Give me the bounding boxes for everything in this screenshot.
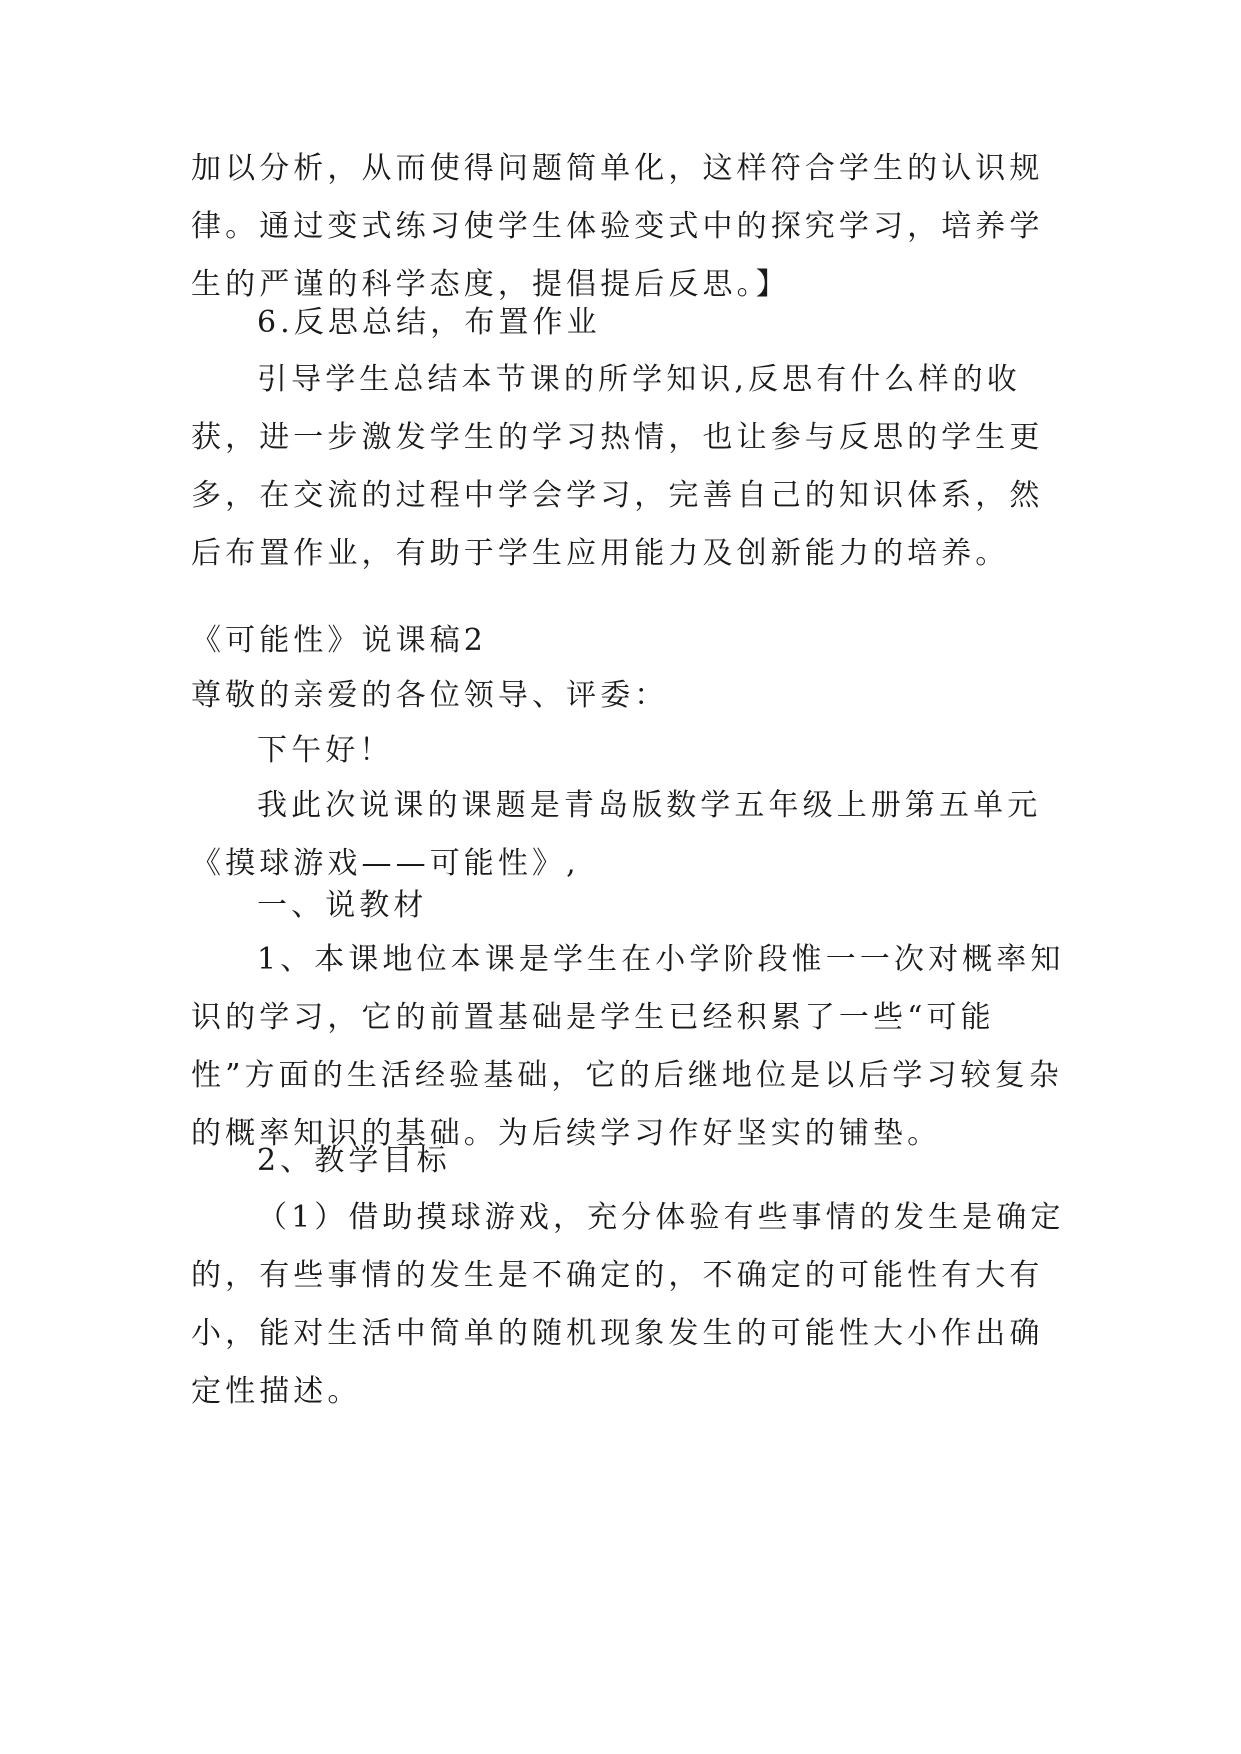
salutation: 尊敬的亲爱的各位领导、评委： (191, 678, 669, 713)
section-title: 《可能性》说课稿2 (191, 623, 487, 658)
paragraph-goal-1: （1）借助摸球游戏，充分体验有些事情的发生是确定的，有些事情的发生是不确定的，不确定的可能性有大有小，能对生活中简单的随机现象发生的可能性大小作出确定性描述。 (191, 1200, 1065, 1409)
paragraph-lesson-topic: 我此次说课的课题是青岛版数学五年级上册第五单元《摸球游戏——可能性》, (191, 788, 1042, 881)
paragraph-analysis-conclusion: 加以分析，从而使得问题简单化，这样符合学生的认识规律。通过变式练习使学生体验变式中的探究学习，培养学生的严谨的科学态度，提倡提后反思。】 (191, 151, 1044, 302)
paragraph-guide-students: 引导学生总结本节课的所学知识,反思有什么样的收获，进一步激发学生的学习热情，也让参与反思的学生更多，在交流的过程中学会学习，完善自己的知识体系，然后布置作业，有助于学生应用能力及创新能力的培养。 (191, 362, 1044, 571)
paragraph-heading-summary: 6.反思总结，布置作业 (257, 305, 601, 340)
paragraph-lesson-position: 1、本课地位本课是学生在小学阶段惟一一次对概率知识的学习，它的前置基础是学生已经积累了一些“可能性”方面的生活经验基础，它的后继地位是以后学习较复杂的概率知识的基础。为后续学习作好坚实的铺垫。 (191, 942, 1065, 1151)
heading-textbook: 一、说教材 (257, 888, 428, 923)
greeting: 下午好！ (257, 733, 394, 768)
heading-teaching-goals: 2、教学目标 (257, 1143, 451, 1178)
